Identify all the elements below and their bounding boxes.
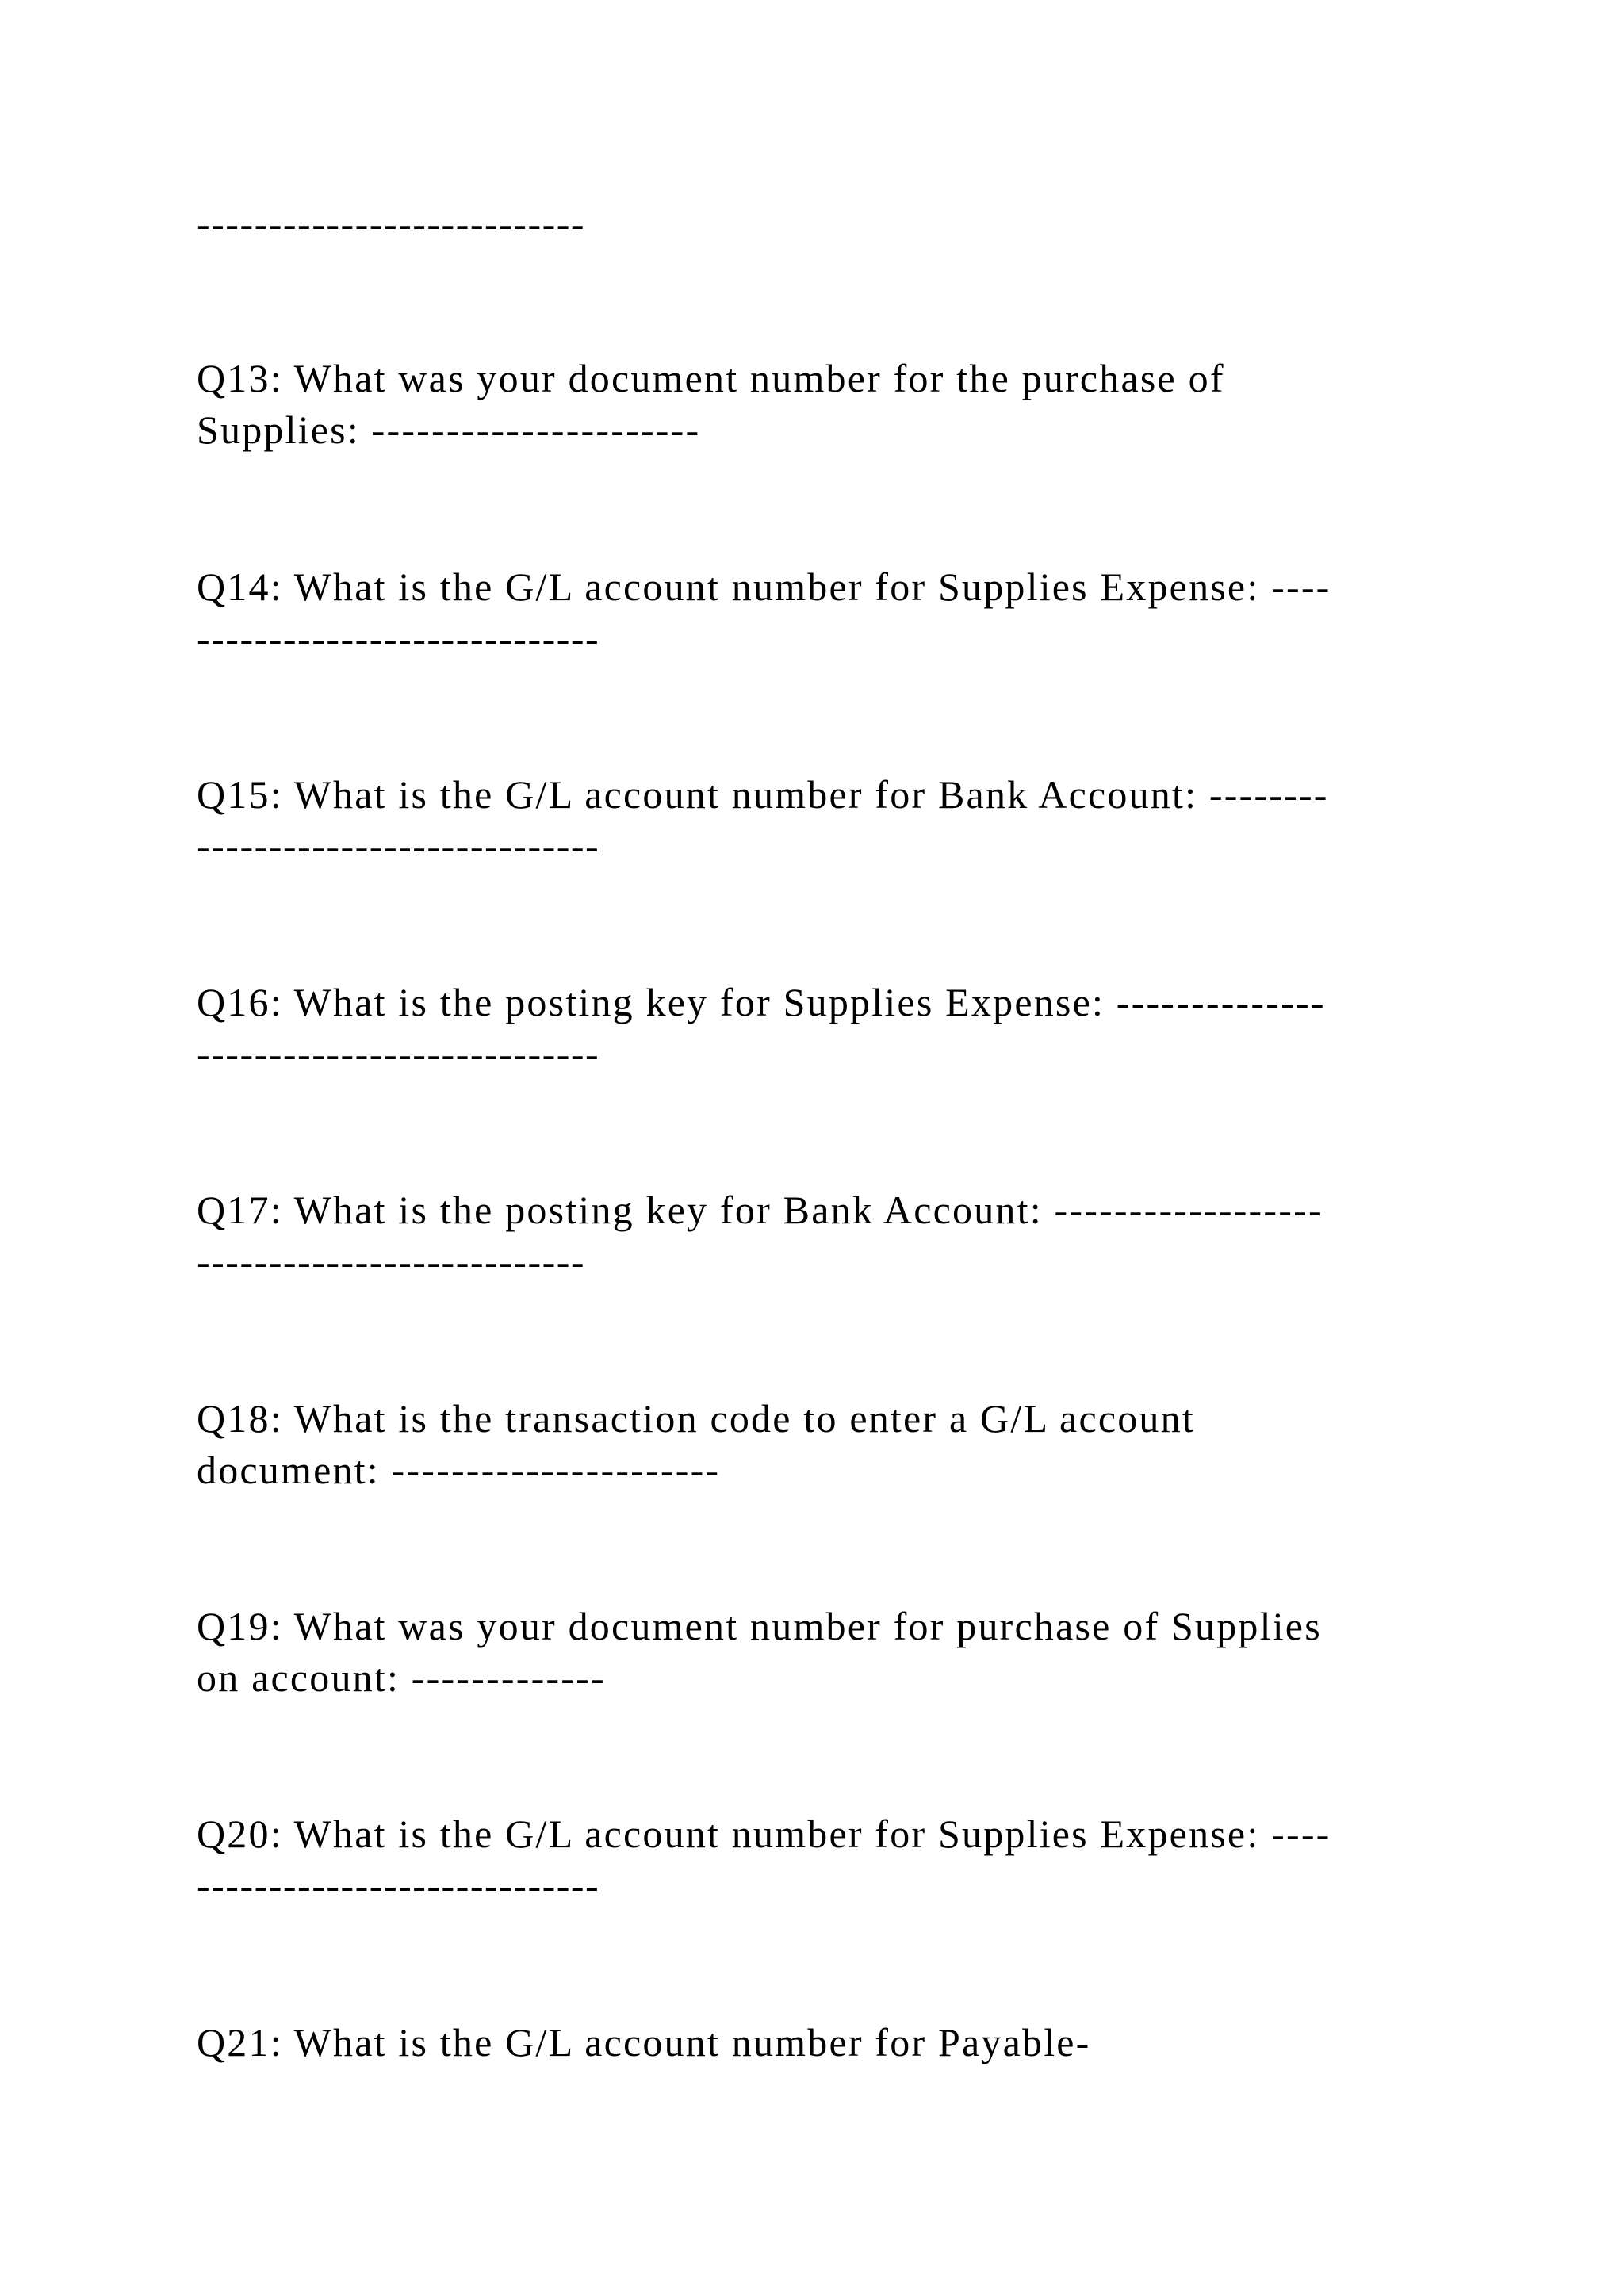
question-text: Q17: What is the posting key for Bank Account: ------------------ (197, 1188, 1323, 1232)
question-text-answer-blank: Supplies: ---------------------- (197, 408, 701, 452)
question-text: Q19: What was your document number for purchase of Supplies (197, 1604, 1322, 1648)
question-text-answer-blank: document: ---------------------- (197, 1448, 721, 1492)
question-text: Q13: What was your document number for the purchase of (197, 356, 1225, 400)
question-text: Q16: What is the posting key for Supplies Expense: -------------- (197, 980, 1326, 1024)
answer-blank-line: --------------------------- (197, 201, 586, 246)
question-text: Q18: What is the transaction code to enter a G/L account (197, 1396, 1195, 1441)
question-text: Q15: What is the G/L account number for Bank Account: -------- (197, 772, 1329, 817)
answer-blank-line: --------------------------- (197, 1239, 586, 1284)
question-text: Q21: What is the G/L account number for Payable- (197, 2020, 1091, 2064)
answer-blank-line: ---------------------------- (197, 616, 600, 660)
answer-blank-line: ---------------------------- (197, 824, 600, 868)
answer-blank-line: ---------------------------- (197, 1031, 600, 1076)
question-text-answer-blank: on account: ------------- (197, 1655, 606, 1700)
question-text: Q20: What is the G/L account number for Supplies Expense: ---- (197, 1812, 1331, 1856)
answer-blank-line: ---------------------------- (197, 1863, 600, 1908)
question-text: Q14: What is the G/L account number for Supplies Expense: ---- (197, 564, 1331, 609)
